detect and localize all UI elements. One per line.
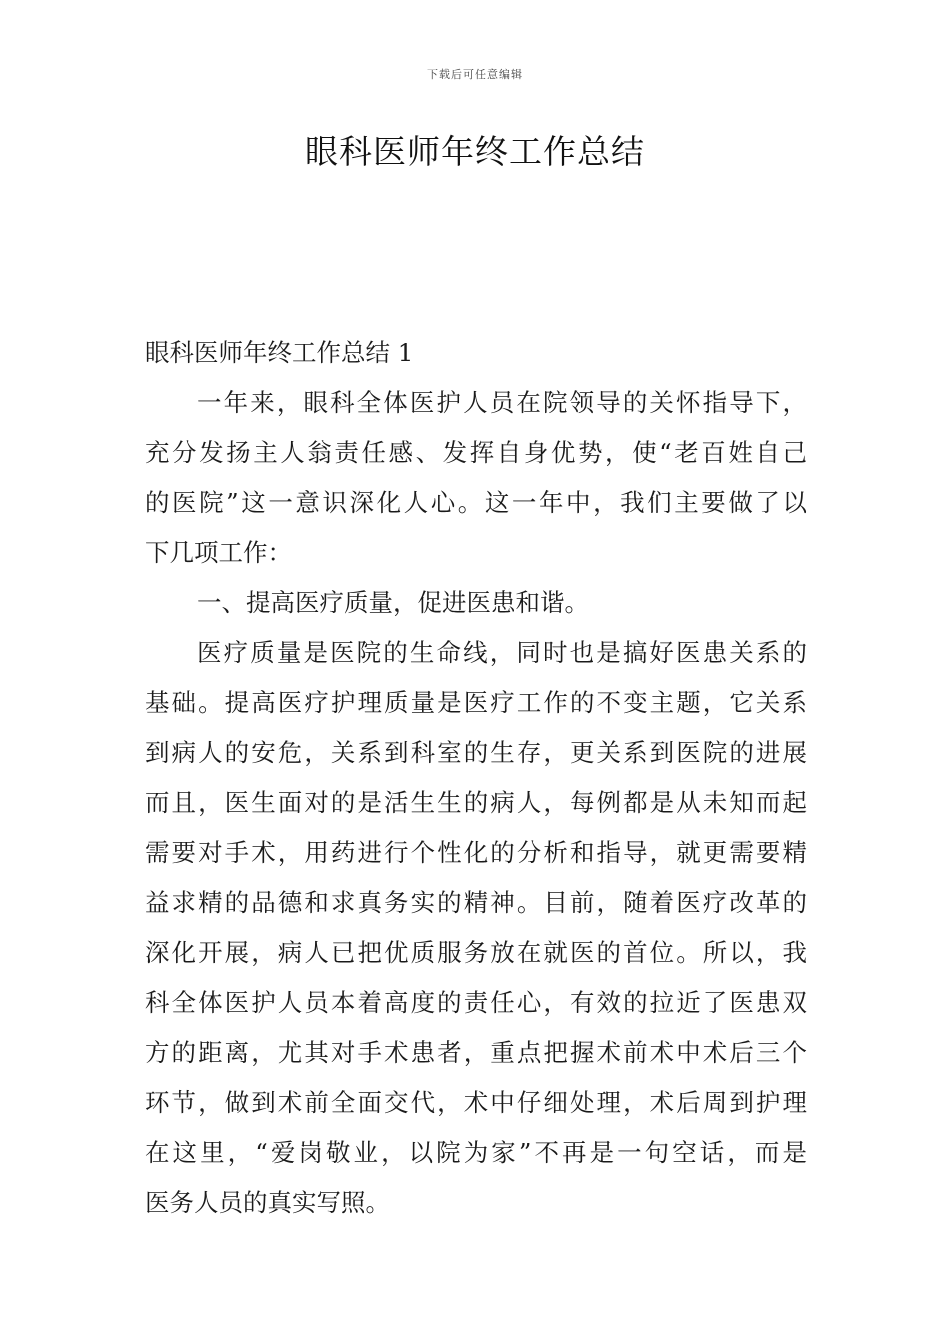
paragraph-line: 方的距离，尤其对手术患者，重点把握术前术中术后三个 xyxy=(145,1038,807,1067)
paragraph-line: 医疗质量是医院的生命线，同时也是搞好医患关系的 xyxy=(197,638,807,667)
section-heading: 眼科医师年终工作总结 1 xyxy=(145,338,414,367)
paragraph-line: 益求精的品德和求真务实的精神。目前，随着医疗改革的 xyxy=(145,888,807,917)
paragraph-line: 一年来，眼科全体医护人员在院领导的关怀指导下， xyxy=(197,388,807,417)
paragraph-line: 深化开展，病人已把优质服务放在就医的首位。所以，我 xyxy=(145,938,807,967)
paragraph-line: 医务人员的真实写照。 xyxy=(145,1188,390,1217)
paragraph-line: 科全体医护人员本着高度的责任心，有效的拉近了医患双 xyxy=(145,988,807,1017)
paragraph-line: 而且，医生面对的是活生生的病人，每例都是从未知而起 xyxy=(145,788,807,817)
paragraph-line: 的医院”这一意识深化人心。这一年中，我们主要做了以 xyxy=(145,488,807,517)
paragraph-line: 基础。提高医疗护理质量是医疗工作的不变主题，它关系 xyxy=(145,688,807,717)
paragraph-line: 环节，做到术前全面交代，术中仔细处理，术后周到护理 xyxy=(145,1088,807,1117)
paragraph-line: 在这里，“爱岗敬业，以院为家”不再是一句空话，而是 xyxy=(145,1138,807,1167)
subheading-line: 一、提高医疗质量，促进医患和谐。 xyxy=(197,588,589,617)
paragraph-line: 需要对手术，用药进行个性化的分析和指导，就更需要精 xyxy=(145,838,807,867)
document-body xyxy=(145,328,807,1228)
paragraph-line: 充分发扬主人翁责任感、发挥自身优势，使“老百姓自己 xyxy=(145,438,807,467)
document-title: 眼科医师年终工作总结 xyxy=(305,132,645,171)
paragraph-line: 下几项工作： xyxy=(145,538,292,567)
paragraph-line: 到病人的安危，关系到科室的生存，更关系到医院的进展 xyxy=(145,738,807,767)
header-note: 下载后可任意编辑 xyxy=(427,68,523,81)
